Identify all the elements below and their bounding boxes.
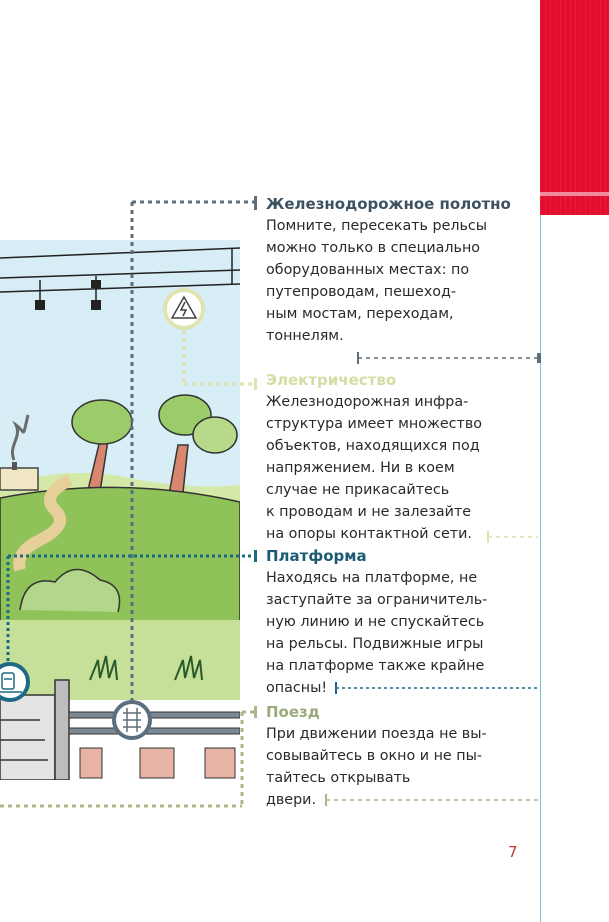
section-title: Железнодорожное полотно: [266, 195, 511, 213]
train-marker: [254, 706, 257, 718]
section-railway-track: [266, 193, 532, 347]
section-text: Находясь на платформе, не заступайте за ограничитель- ную линию и не спускайтесь на рельсы. Подвижные игры на платформе также крайне опасны!: [266, 570, 488, 696]
section-platform: [266, 545, 532, 699]
rail-edge-marker: [537, 353, 541, 363]
section-text: Железнодорожная инфра- структура имеет множество объектов, находящихся под напряжением. Ни в коем случае не прикасайтесь к проводам и не залезайте на опоры контактной сети.: [266, 394, 482, 542]
rail-end-marker: [357, 352, 359, 364]
electric-marker: [254, 378, 257, 390]
rail-marker: [254, 196, 257, 210]
section-text: При движении поезда не вы- совывайтесь в окно и не пы- тайтесь открывать двери.: [266, 726, 487, 808]
lightning-icon: [165, 290, 203, 328]
page-number: 7: [508, 843, 518, 861]
section-electricity: [266, 369, 532, 545]
section-title: Электричество: [266, 371, 397, 389]
rails-icon: [114, 702, 150, 738]
platform-marker: [254, 550, 257, 562]
section-train: [266, 701, 532, 811]
section-text: Помните, пересекать рельсы можно только в специально оборудованных местах: по путепроводам, пешеход- ным мостам, переходам, тоннелям.: [266, 218, 488, 344]
section-title: Платформа: [266, 547, 367, 565]
section-title: Поезд: [266, 703, 320, 721]
platform-train-icon: [0, 664, 28, 700]
